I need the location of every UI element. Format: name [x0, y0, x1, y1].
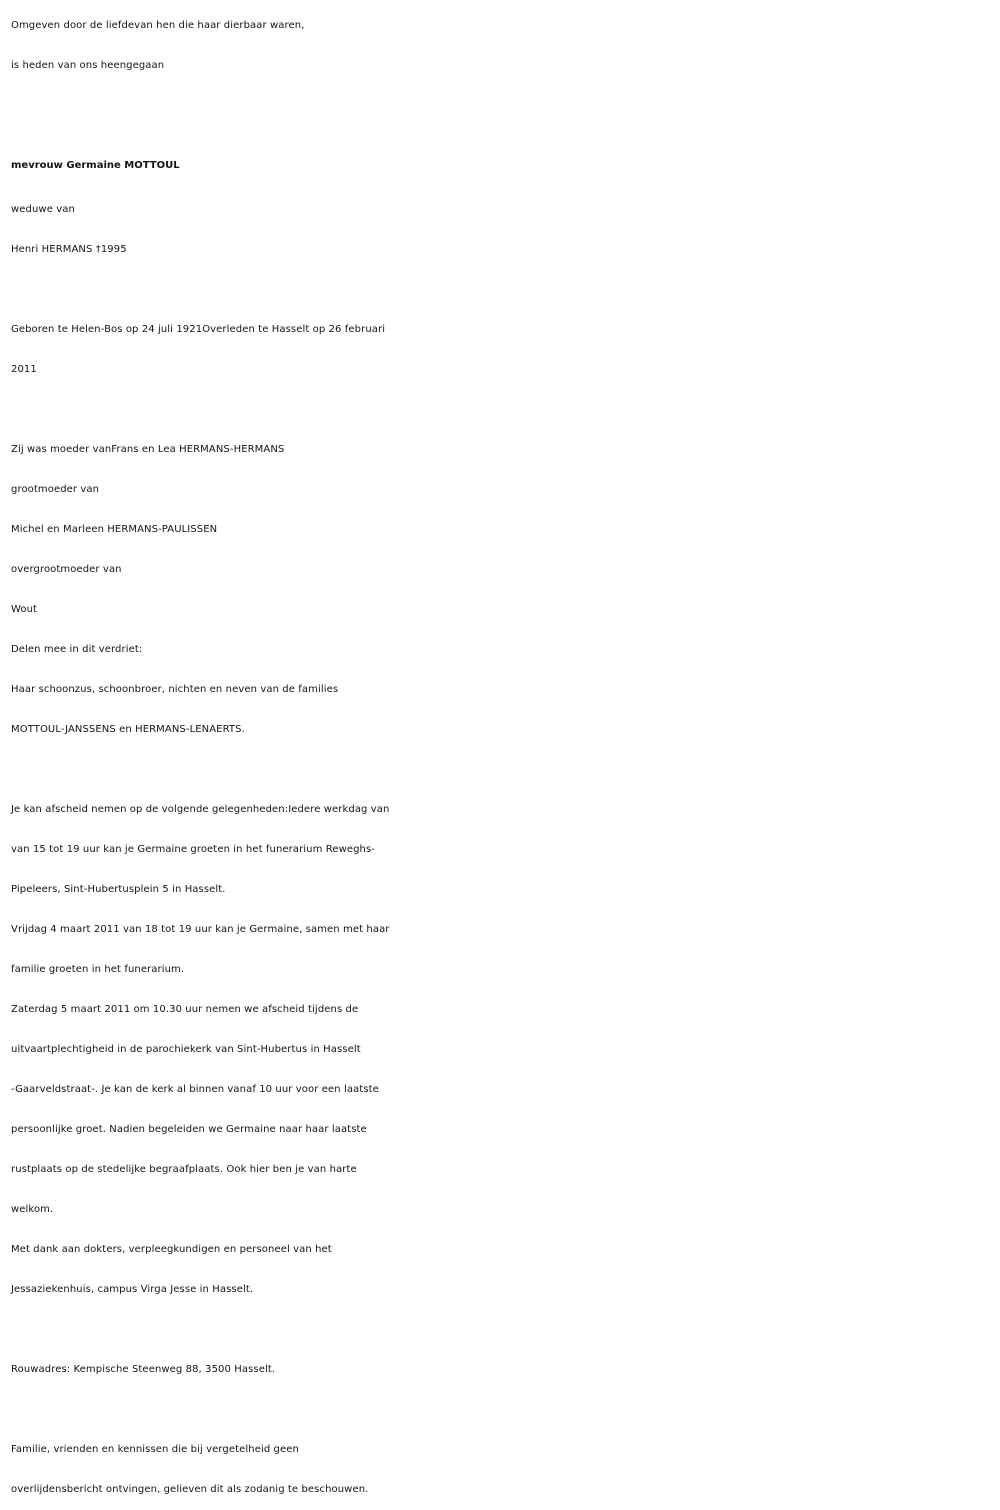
intro-line-2: is heden van ons heengegaan [11, 60, 165, 71]
farewell-line: Pipeleers, Sint-Hubertusplein 5 in Hasselt. [11, 884, 226, 895]
farewell-line: Zaterdag 5 maart 2011 om 10.30 uur nemen we afscheid tijdens de [11, 1004, 359, 1015]
farewell-line: Vrijdag 4 maart 2011 van 18 tot 19 uur kan je Germaine, samen met haar [11, 924, 390, 935]
intro-line-1: Omgeven door de liefdevan hen die haar dierbaar waren, [11, 20, 305, 31]
family-line: Zij was moeder vanFrans en Lea HERMANS-HERMANS [11, 444, 285, 455]
spacer [11, 1390, 996, 1430]
farewell-line: familie groeten in het funerarium. [11, 964, 185, 975]
farewell-line: Jessaziekenhuis, campus Virga Jesse in Hasselt. [11, 1284, 254, 1295]
spacer [11, 390, 996, 430]
deceased-name: mevrouw Germaine MOTTOUL [11, 160, 180, 171]
spouse-line: Henri HERMANS †1995 [11, 244, 127, 255]
birth-death-line-2: 2011 [11, 364, 37, 375]
birth-death-line-1: Geboren te Helen-Bos op 24 juli 1921Overleden te Hasselt op 26 februari [11, 324, 386, 335]
family-line: overgrootmoeder van [11, 564, 122, 575]
farewell-line: welkom. [11, 1204, 54, 1215]
closing-line-2: overlijdensbericht ontvingen, gelieven dit als zodanig te beschouwen. [11, 1484, 369, 1495]
closing-line-1: Familie, vrienden en kennissen die bij vergetelheid geen [11, 1444, 299, 1455]
obituary-text [11, 6, 996, 1510]
farewell-line: uitvaartplechtigheid in de parochiekerk van Sint-Hubertus in Hasselt [11, 1044, 361, 1055]
spacer [11, 270, 996, 310]
family-line: Delen mee in dit verdriet: [11, 644, 143, 655]
farewell-line: rustplaats op de stedelijke begraafplaats. Ook hier ben je van harte [11, 1164, 357, 1175]
family-line: Michel en Marleen HERMANS-PAULISSEN [11, 524, 218, 535]
farewell-line: Met dank aan dokters, verpleegkundigen en personeel van het [11, 1244, 332, 1255]
family-line: MOTTOUL-JANSSENS en HERMANS-LENAERTS. [11, 724, 245, 735]
family-line: Wout [11, 604, 38, 615]
widow-label: weduwe van [11, 204, 75, 215]
farewell-line: persoonlijke groet. Nadien begeleiden we Germaine naar haar laatste [11, 1124, 367, 1135]
farewell-line: van 15 tot 19 uur kan je Germaine groeten in het funerarium Reweghs- [11, 844, 376, 855]
spacer [11, 1310, 996, 1350]
farewell-line: -Gaarveldstraat-. Je kan de kerk al binnen vanaf 10 uur voor een laatste [11, 1084, 379, 1095]
farewell-line: Je kan afscheid nemen op de volgende gelegenheden:Iedere werkdag van [11, 804, 390, 815]
family-line: grootmoeder van [11, 484, 100, 495]
mourning-address: Rouwadres: Kempische Steenweg 88, 3500 Hasselt. [11, 1364, 276, 1375]
family-line: Haar schoonzus, schoonbroer, nichten en neven van de families [11, 684, 339, 695]
spacer [11, 750, 996, 790]
